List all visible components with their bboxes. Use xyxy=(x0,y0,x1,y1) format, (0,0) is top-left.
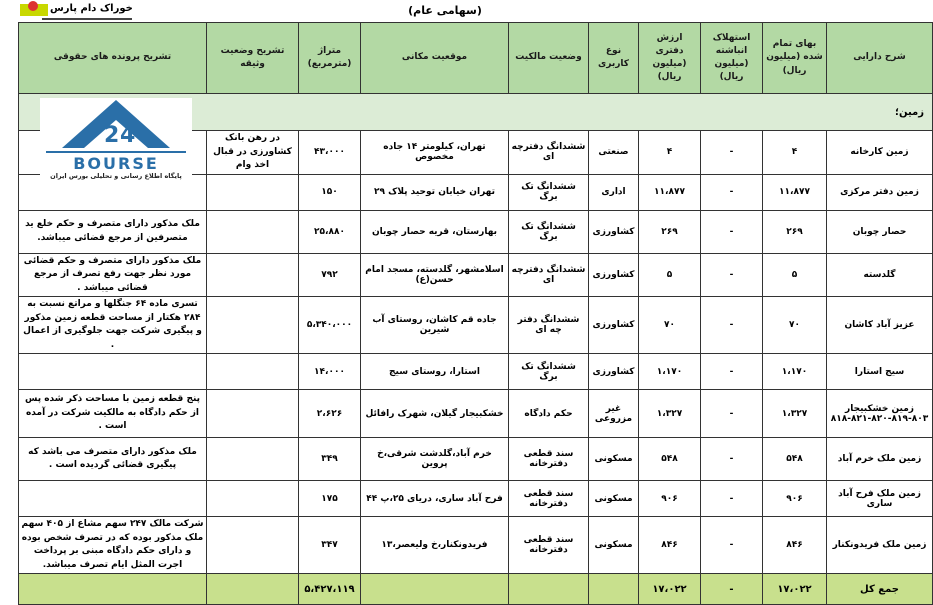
area-value: ۷۹۲ xyxy=(299,253,361,297)
asset-name: حصار چوبان xyxy=(827,210,933,253)
legal-note xyxy=(19,354,207,390)
depreciation-value: - xyxy=(701,481,763,517)
area-value: ۱۴،۰۰۰ xyxy=(299,354,361,390)
depreciation-value: - xyxy=(701,354,763,390)
logo-wordmark: BOURSE xyxy=(73,154,159,173)
legal-note: شرکت مالک ۲۴۷ سهم مشاع از ۴۰۵ سهم ملک مذکور بوده که در تصرف شخص بوده و دارای حکم دادگاه مبنی بر پرداخت اجرت المثل ایام تصرف میباشد. xyxy=(19,517,207,574)
total-empty-cell xyxy=(589,574,639,605)
total-label: جمع کل xyxy=(827,574,933,605)
usage-type: کشاورزی xyxy=(589,253,639,297)
location: فرح آباد ساری، دریای ۲۵،پ ۴۴ xyxy=(361,481,509,517)
usage-type: کشاورزی xyxy=(589,354,639,390)
bourse-logo-icon xyxy=(40,98,192,172)
depreciation-value: - xyxy=(701,438,763,481)
col-usage-type: نوع کاربری xyxy=(589,23,639,94)
legal-note: تسری ماده ۶۴ جنگلها و مراتع نسبت به ۲۸۴ هکتار از مساحت قطعه زمین مذکور و پیگیری شرکت جهت جلوگیری از اعمال . xyxy=(19,297,207,354)
collateral-note xyxy=(207,390,299,438)
usage-type: اداری xyxy=(589,174,639,210)
col-location: موقعیت مکانی xyxy=(361,23,509,94)
table-row xyxy=(19,354,933,390)
col-collateral: تشریح وضعیت وثیقه xyxy=(207,23,299,94)
asset-name: گلدسته xyxy=(827,253,933,297)
location: بهارستان، قریه حصار چوبان xyxy=(361,210,509,253)
section-label: زمین؛ xyxy=(19,94,933,131)
area-value: ۱۷۵ xyxy=(299,481,361,517)
collateral-note xyxy=(207,174,299,210)
table-row xyxy=(19,517,933,574)
asset-name: زمین دفتر مرکزی xyxy=(827,174,933,210)
depreciation-value: - xyxy=(701,517,763,574)
ownership-status: ششدانگ تک برگ xyxy=(509,210,589,253)
total-area: ۵،۴۲۷،۱۱۹ xyxy=(299,574,361,605)
depreciation-value: - xyxy=(701,131,763,175)
location: خشکبیجار گیلان، شهرک رافائل xyxy=(361,390,509,438)
collateral-note xyxy=(207,438,299,481)
total-empty-cell xyxy=(207,574,299,605)
ownership-status: ششدانگ تک برگ xyxy=(509,174,589,210)
cost-value: ۷۰ xyxy=(763,297,827,354)
ownership-status: سند قطعی دفترخانه xyxy=(509,438,589,481)
total-empty-cell xyxy=(361,574,509,605)
table-row xyxy=(19,253,933,297)
cost-value: ۱۱،۸۷۷ xyxy=(763,174,827,210)
book-value: ۱،۳۲۷ xyxy=(639,390,701,438)
cost-value: ۵۴۸ xyxy=(763,438,827,481)
book-value: ۹۰۶ xyxy=(639,481,701,517)
book-value: ۲۶۹ xyxy=(639,210,701,253)
col-legal-cases: تشریح پرونده های حقوقی xyxy=(19,23,207,94)
cost-value: ۲۶۹ xyxy=(763,210,827,253)
collateral-note xyxy=(207,297,299,354)
document-title: (سهامی عام) xyxy=(408,4,482,17)
cost-value: ۱،۳۲۷ xyxy=(763,390,827,438)
depreciation-value: - xyxy=(701,297,763,354)
cost-value: ۴ xyxy=(763,131,827,175)
area-value: ۴۳،۰۰۰ xyxy=(299,131,361,175)
ownership-status: ششدانگ دفترچه ای xyxy=(509,131,589,175)
depreciation-value: - xyxy=(701,174,763,210)
brand-name: خوراک دام پارس xyxy=(50,3,133,14)
location: استارا، روستای سیج xyxy=(361,354,509,390)
book-value: ۸۴۶ xyxy=(639,517,701,574)
depreciation-value: - xyxy=(701,390,763,438)
col-description: شرح دارایی xyxy=(827,23,933,94)
usage-type: مسکونی xyxy=(589,438,639,481)
book-value: ۵۴۸ xyxy=(639,438,701,481)
legal-note xyxy=(19,481,207,517)
bourse-watermark-logo xyxy=(40,98,192,184)
location: جاده قم کاشان، روستای آب شیرین xyxy=(361,297,509,354)
book-value: ۵ xyxy=(639,253,701,297)
brand-underline xyxy=(42,18,132,20)
location: فریدونکنار،خ ولیعصر،۱۳ xyxy=(361,517,509,574)
location: تهران خیابان توحید پلاک ۲۹ xyxy=(361,174,509,210)
svg-text:4: 4 xyxy=(120,123,136,148)
col-book-value: ارزش دفتری (میلیون ریال) xyxy=(639,23,701,94)
ownership-status: حکم دادگاه xyxy=(509,390,589,438)
asset-name: عزیز آباد کاشان xyxy=(827,297,933,354)
collateral-note xyxy=(207,354,299,390)
depreciation-value: - xyxy=(701,253,763,297)
table-row xyxy=(19,438,933,481)
location: خرم آباد،گلدشت شرقی،خ پروین xyxy=(361,438,509,481)
asset-name: زمین ملک خرم آباد xyxy=(827,438,933,481)
legal-note: ملک مذکور دارای متصرف و حکم خلع ید متصرفین از مرجع قضائی میباشد. xyxy=(19,210,207,253)
cost-value: ۸۴۶ xyxy=(763,517,827,574)
col-cost: بهای تمام شده (میلیون ریال) xyxy=(763,23,827,94)
usage-type: صنعتی xyxy=(589,131,639,175)
legal-note: پنج قطعه زمین با مساحت ذکر شده پس از حکم دادگاه به مالکیت شرکت در آمده است . xyxy=(19,390,207,438)
ownership-status: سند قطعی دفترخانه xyxy=(509,481,589,517)
total-depreciation: - xyxy=(701,574,763,605)
asset-name: سیج استارا xyxy=(827,354,933,390)
ownership-status: ششدانگ تک برگ xyxy=(509,354,589,390)
collateral-note xyxy=(207,517,299,574)
legal-note: ملک مذکور دارای متصرف و حکم قضائی مورد نظر جهت رفع تصرف از مرجع قضائی میباشد . xyxy=(19,253,207,297)
table-row xyxy=(19,390,933,438)
table-row xyxy=(19,297,933,354)
ownership-status: ششدانگ دفترچه ای xyxy=(509,253,589,297)
usage-type: کشاورزی xyxy=(589,210,639,253)
table-row xyxy=(19,210,933,253)
svg-text:2: 2 xyxy=(104,123,120,148)
total-empty-cell xyxy=(509,574,589,605)
collateral-note xyxy=(207,210,299,253)
cost-value: ۵ xyxy=(763,253,827,297)
col-area: متراژ (مترمربع) xyxy=(299,23,361,94)
usage-type: مسکونی xyxy=(589,517,639,574)
location: اسلامشهر، گلدسته، مسجد امام حسن(ع) xyxy=(361,253,509,297)
total-empty-cell xyxy=(19,574,207,605)
asset-name: زمین ملک فریدونکنار xyxy=(827,517,933,574)
depreciation-value: - xyxy=(701,210,763,253)
usage-type: کشاورزی xyxy=(589,297,639,354)
header-row xyxy=(19,23,933,94)
total-cost: ۱۷،۰۲۲ xyxy=(763,574,827,605)
book-value: ۱۱،۸۷۷ xyxy=(639,174,701,210)
legal-note: ملک مذکور دارای متصرف می باشد که پیگیری قضائی گردیده است . xyxy=(19,438,207,481)
ownership-status: ششدانگ دفتر چه ای xyxy=(509,297,589,354)
collateral-note xyxy=(207,481,299,517)
asset-name: زمین خشکبیجار ۸۰۳-۸۱۹-۸۲۰-۸۲۱-۸۱۸ xyxy=(827,390,933,438)
location: تهران، کیلومتر ۱۴ جاده مخصوص xyxy=(361,131,509,175)
collateral-note: در رهن بانک کشاورزی در قبال اخذ وام xyxy=(207,131,299,175)
table-row xyxy=(19,481,933,517)
book-value: ۷۰ xyxy=(639,297,701,354)
asset-name: زمین کارخانه xyxy=(827,131,933,175)
book-value: ۱،۱۷۰ xyxy=(639,354,701,390)
brand-dot-icon xyxy=(28,1,38,11)
col-ownership: وضعیت مالکیت xyxy=(509,23,589,94)
area-value: ۱۵۰ xyxy=(299,174,361,210)
asset-name: زمین ملک فرح آباد ساری xyxy=(827,481,933,517)
brand-logo xyxy=(20,1,133,19)
area-value: ۳۴۹ xyxy=(299,438,361,481)
cost-value: ۹۰۶ xyxy=(763,481,827,517)
usage-type: مسکونی xyxy=(589,481,639,517)
area-value: ۵،۳۴۰،۰۰۰ xyxy=(299,297,361,354)
area-value: ۲۵،۸۸۰ xyxy=(299,210,361,253)
collateral-note xyxy=(207,253,299,297)
area-value: ۲،۶۲۶ xyxy=(299,390,361,438)
col-depreciation: استهلاک انباشته (میلیون ریال) xyxy=(701,23,763,94)
ownership-status: سند قطعی دفترخانه xyxy=(509,517,589,574)
area-value: ۳۴۷ xyxy=(299,517,361,574)
cost-value: ۱،۱۷۰ xyxy=(763,354,827,390)
book-value: ۴ xyxy=(639,131,701,175)
total-book-value: ۱۷،۰۲۲ xyxy=(639,574,701,605)
logo-caption: پایگاه اطلاع رسانی و تحلیلی بورس ایران xyxy=(50,172,182,180)
usage-type: غیر مزروعی xyxy=(589,390,639,438)
total-row xyxy=(19,574,933,605)
